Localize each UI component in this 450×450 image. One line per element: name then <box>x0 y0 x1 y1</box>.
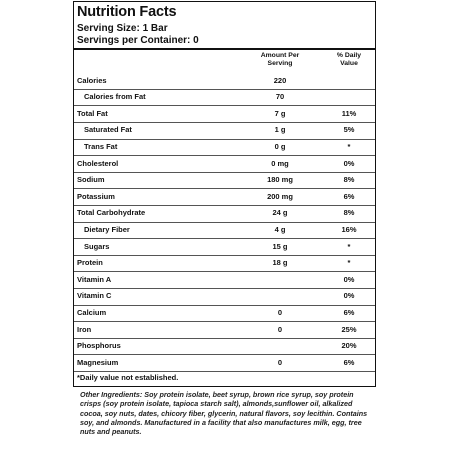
nutrient-name: Calories from Fat <box>84 92 146 102</box>
header-divider <box>74 48 375 50</box>
nutrient-amount: 15 g <box>272 241 288 251</box>
nutrient-daily-value: 16% <box>341 224 357 234</box>
nutrient-daily-value: 11% <box>341 108 357 118</box>
nutrient-name: Magnesium <box>77 357 119 367</box>
ingredients-text: Other Ingredients: Soy protein isolate, beet syrup, brown rice syrup, soy protein crisps (soy protein isolate, tapioca starch salt), almonds,sunflower oil, alkalized cocoa, soy nuts, dates, chicory fiber, glycerin, natural flavors, soy lecithin. Contains soy, and almonds. Manufactured in a facility that also manufactures milk, egg, tree nuts and peanuts. <box>80 390 368 437</box>
nutrient-daily-value: 25% <box>341 324 357 334</box>
nutrient-daily-value: 6% <box>343 191 355 201</box>
nutrient-name: Saturated Fat <box>84 125 132 135</box>
nutrient-daily-value: 20% <box>341 341 357 351</box>
nutrient-amount: 0 <box>277 357 283 367</box>
footnote: *Daily value not established. <box>77 373 179 382</box>
nutrient-name: Trans Fat <box>84 141 118 151</box>
nutrient-name: Phosphorus <box>77 341 121 351</box>
nutrient-daily-value: * <box>347 258 351 268</box>
nutrient-amount: 0 mg <box>271 158 289 168</box>
nutrient-name: Dietary Fiber <box>84 224 130 234</box>
nutrient-daily-value: 6% <box>343 307 355 317</box>
nutrient-amount: 1 g <box>274 125 286 135</box>
nutrient-amount: 200 mg <box>267 191 293 201</box>
nutrient-daily-value: 5% <box>343 125 355 135</box>
nutrient-name: Protein <box>77 258 103 268</box>
nutrient-name: Vitamin C <box>77 291 112 301</box>
nutrient-amount: 0 <box>277 307 283 317</box>
nutrient-amount: 0 g <box>274 141 286 151</box>
nutrient-amount: 18 g <box>272 258 288 268</box>
nutrient-amount: 24 g <box>272 208 288 218</box>
nutrient-row <box>74 353 375 372</box>
nutrient-amount: 70 <box>275 92 285 102</box>
nutrition-facts-panel <box>73 1 376 387</box>
serving-size: Serving Size: 1 Bar <box>77 23 168 34</box>
nutrient-amount: 0 <box>277 324 283 334</box>
panel-title: Nutrition Facts <box>77 4 177 20</box>
nutrient-amount: 180 mg <box>267 175 293 185</box>
amount-per-serving-header: Amount Per Serving <box>260 52 300 67</box>
nutrient-name: Total Fat <box>77 108 108 118</box>
nutrient-name: Total Carbohydrate <box>77 208 146 218</box>
nutrient-daily-value: 8% <box>343 175 355 185</box>
nutrient-name: Calories <box>77 75 107 85</box>
nutrient-daily-value: 0% <box>343 158 355 168</box>
nutrient-daily-value: 0% <box>343 274 355 284</box>
nutrient-amount: 4 g <box>274 224 286 234</box>
nutrient-name: Vitamin A <box>77 274 112 284</box>
nutrient-amount: 220 <box>273 75 287 85</box>
daily-value-header: % Daily Value <box>336 52 362 67</box>
nutrient-name: Sodium <box>77 175 105 185</box>
nutrient-amount: 7 g <box>274 108 286 118</box>
nutrient-name: Cholesterol <box>77 158 119 168</box>
nutrient-name: Potassium <box>77 191 115 201</box>
nutrient-name: Iron <box>77 324 92 334</box>
servings-per-container: Servings per Container: 0 <box>77 35 199 46</box>
nutrient-daily-value: * <box>347 141 351 151</box>
nutrient-name: Calcium <box>77 307 107 317</box>
nutrient-daily-value: 6% <box>343 357 355 367</box>
nutrient-daily-value: 8% <box>343 208 355 218</box>
nutrient-name: Sugars <box>84 241 110 251</box>
nutrient-daily-value: * <box>347 241 351 251</box>
nutrient-daily-value: 0% <box>343 291 355 301</box>
